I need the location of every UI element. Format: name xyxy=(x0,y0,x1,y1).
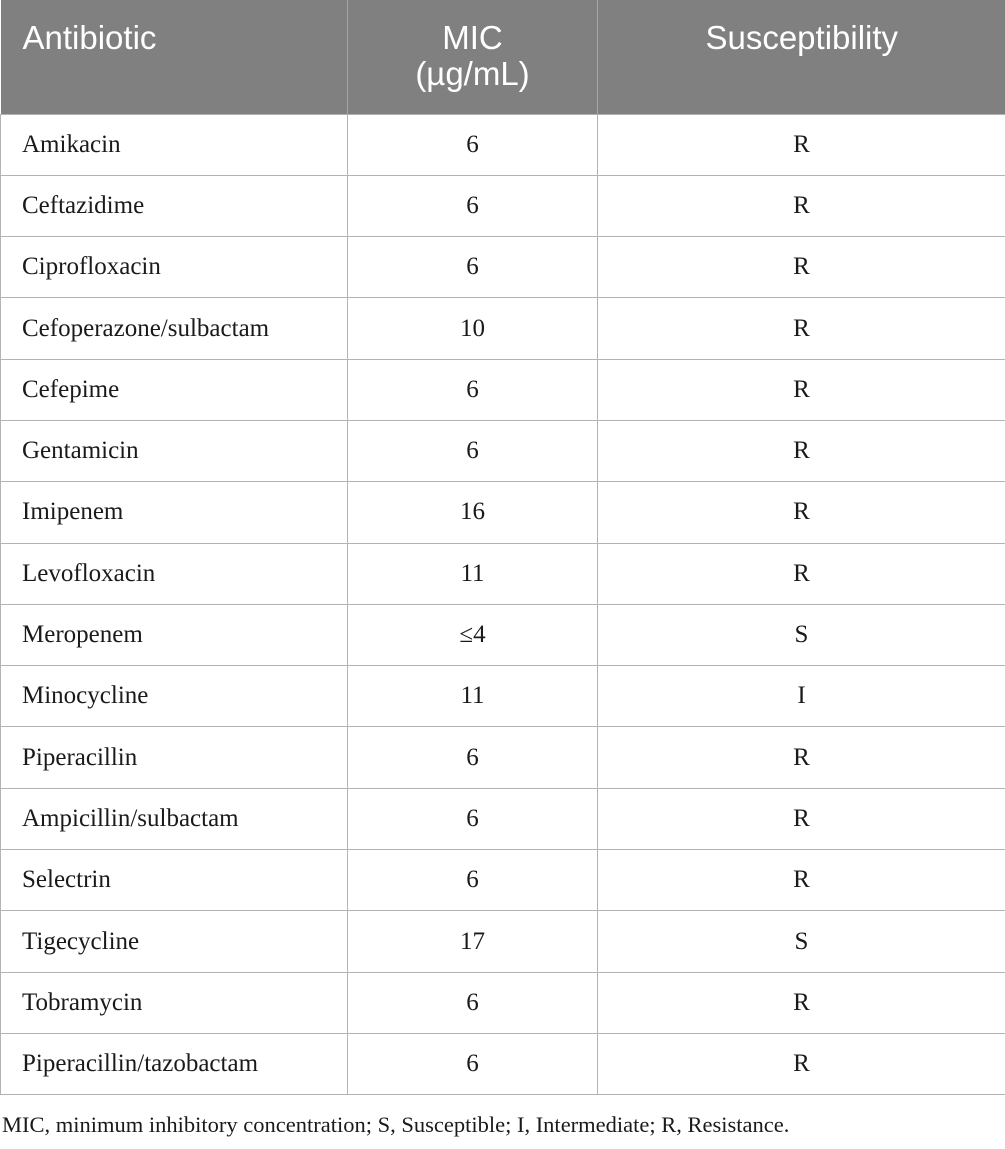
table-row xyxy=(1,1033,1005,1094)
cell-antibiotic: Ampicillin/sulbactam xyxy=(1,788,348,849)
table-row xyxy=(1,727,1005,788)
table-body xyxy=(1,114,1005,1095)
table-row xyxy=(1,359,1005,420)
table-row xyxy=(1,420,1005,481)
table-row xyxy=(1,237,1005,298)
cell-antibiotic: Cefoperazone/sulbactam xyxy=(1,298,348,359)
header-row xyxy=(1,0,1005,114)
cell-susceptibility: R xyxy=(598,359,1005,420)
cell-mic: 6 xyxy=(348,1033,598,1094)
cell-mic: 6 xyxy=(348,420,598,481)
header-mic xyxy=(348,0,598,114)
cell-antibiotic: Tobramycin xyxy=(1,972,348,1033)
table-footnote: MIC, minimum inhibitory concentration; S, Susceptible; I, Intermediate; R, Resistance. xyxy=(2,1112,790,1137)
cell-susceptibility: S xyxy=(598,604,1005,665)
table-row xyxy=(1,175,1005,236)
cell-antibiotic: Piperacillin xyxy=(1,727,348,788)
table-row xyxy=(1,604,1005,665)
cell-mic: 11 xyxy=(348,666,598,727)
cell-mic: 16 xyxy=(348,482,598,543)
cell-susceptibility: R xyxy=(598,727,1005,788)
cell-susceptibility: R xyxy=(598,788,1005,849)
cell-mic: 17 xyxy=(348,911,598,972)
cell-mic: 6 xyxy=(348,972,598,1033)
cell-antibiotic: Gentamicin xyxy=(1,420,348,481)
cell-susceptibility: S xyxy=(598,911,1005,972)
cell-susceptibility: R xyxy=(598,543,1005,604)
cell-antibiotic: Imipenem xyxy=(1,482,348,543)
cell-susceptibility: R xyxy=(598,482,1005,543)
cell-antibiotic: Ciprofloxacin xyxy=(1,237,348,298)
table-row xyxy=(1,298,1005,359)
table-row xyxy=(1,666,1005,727)
table-row xyxy=(1,543,1005,604)
cell-susceptibility: R xyxy=(598,1033,1005,1094)
cell-antibiotic: Cefepime xyxy=(1,359,348,420)
cell-susceptibility: R xyxy=(598,237,1005,298)
cell-mic: 6 xyxy=(348,788,598,849)
table-row xyxy=(1,114,1005,175)
cell-mic: ≤4 xyxy=(348,604,598,665)
cell-susceptibility: I xyxy=(598,666,1005,727)
cell-susceptibility: R xyxy=(598,850,1005,911)
cell-antibiotic: Minocycline xyxy=(1,666,348,727)
header-mic-label: MIC xyxy=(442,19,503,56)
cell-antibiotic: Amikacin xyxy=(1,114,348,175)
table-row xyxy=(1,911,1005,972)
cell-antibiotic: Meropenem xyxy=(1,604,348,665)
table-row xyxy=(1,850,1005,911)
table-row xyxy=(1,482,1005,543)
cell-antibiotic: Tigecycline xyxy=(1,911,348,972)
cell-antibiotic: Piperacillin/tazobactam xyxy=(1,1033,348,1094)
cell-mic: 6 xyxy=(348,359,598,420)
cell-susceptibility: R xyxy=(598,298,1005,359)
table-row xyxy=(1,972,1005,1033)
header-susceptibility: Susceptibility xyxy=(598,0,1005,114)
cell-mic: 6 xyxy=(348,175,598,236)
cell-susceptibility: R xyxy=(598,420,1005,481)
cell-susceptibility: R xyxy=(598,972,1005,1033)
cell-mic: 6 xyxy=(348,114,598,175)
table-row xyxy=(1,788,1005,849)
cell-mic: 6 xyxy=(348,727,598,788)
cell-mic: 6 xyxy=(348,237,598,298)
cell-susceptibility: R xyxy=(598,114,1005,175)
cell-antibiotic: Selectrin xyxy=(1,850,348,911)
header-antibiotic: Antibiotic xyxy=(22,19,157,56)
table-header xyxy=(1,0,1005,114)
cell-susceptibility: R xyxy=(598,175,1005,236)
cell-mic: 10 xyxy=(348,298,598,359)
cell-mic: 6 xyxy=(348,850,598,911)
cell-mic: 11 xyxy=(348,543,598,604)
header-mic-unit: (µg/mL) xyxy=(415,55,530,92)
cell-antibiotic: Levofloxacin xyxy=(1,543,348,604)
cell-antibiotic: Ceftazidime xyxy=(1,175,348,236)
